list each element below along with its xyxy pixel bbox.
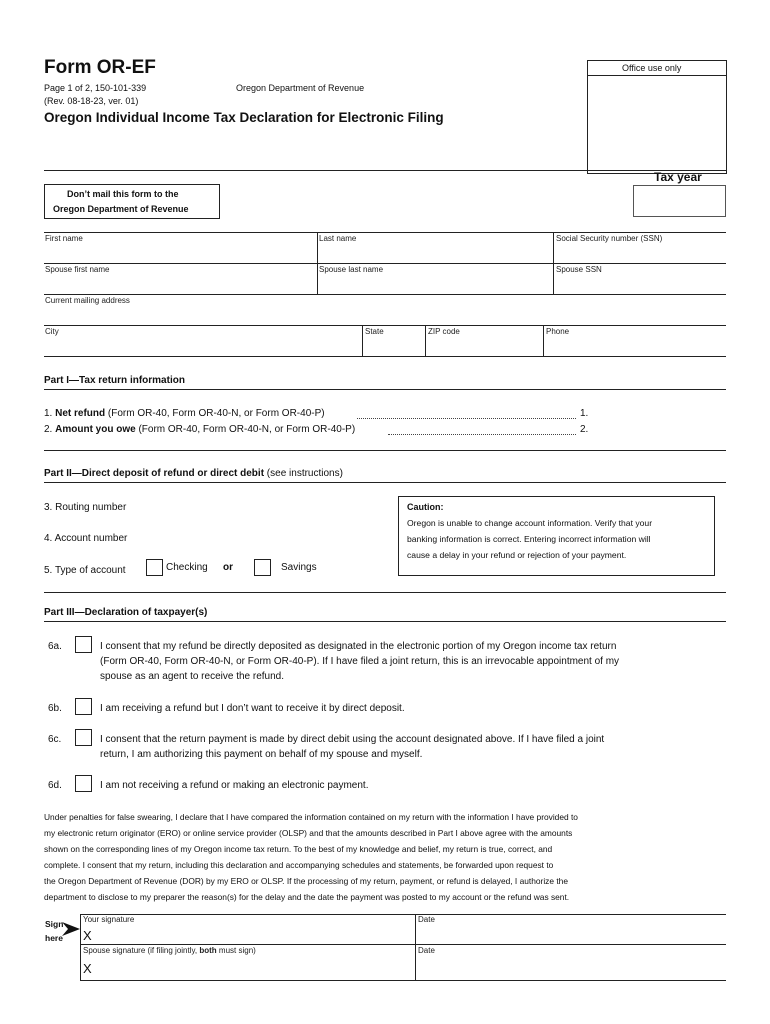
item-6d-checkbox[interactable]: [75, 775, 92, 792]
item-6d-text: I am not receiving a refund or making an electronic payment.: [100, 780, 369, 791]
notice-line-2: Oregon Department of Revenue: [53, 204, 189, 214]
spouse-signature-label: [83, 946, 256, 955]
caution-title: Caution:: [407, 502, 444, 512]
net-refund-leader: [357, 418, 576, 419]
main-title: Oregon Individual Income Tax Declaration for Electronic Filing: [44, 110, 444, 125]
mailing-address-label: Current mailing address: [45, 296, 130, 305]
item-6a-text-1: I consent that my refund be directly deposited as designated in the electronic portion of my Oregon income tax return: [100, 641, 617, 652]
item-6b-label: 6b.: [48, 703, 62, 714]
part2-heading-title: Part II—Direct deposit of refund or direct debit: [44, 468, 265, 479]
spouse-ssn-label: Spouse SSN: [556, 265, 602, 274]
phone-field[interactable]: [544, 326, 726, 355]
do-not-mail-notice: [44, 184, 220, 219]
declaration-line-2: my electronic return originator (ERO) or online service provider (OLSP) and that the amounts described in Part I above agree with the amounts: [44, 828, 573, 838]
amount-owe-number: 2.: [44, 424, 53, 435]
item-6a-label: 6a.: [48, 641, 62, 652]
part2-bottom-rule: [44, 592, 726, 593]
item-6b-text: I am receiving a refund but I don’t want to receive it by direct deposit.: [100, 703, 405, 714]
item-6c-checkbox[interactable]: [75, 729, 92, 746]
zip-label: ZIP code: [428, 327, 460, 336]
taxpayer-date-field[interactable]: [416, 915, 726, 943]
tax-year-label: Tax year: [654, 170, 702, 184]
amount-owe-amount-field[interactable]: [600, 421, 725, 437]
state-label: State: [365, 327, 384, 336]
item-6a-text-3: spouse as an agent to receive the refund.: [100, 671, 285, 682]
form-title: Form OR-EF: [44, 57, 156, 78]
spouse-signature-label-pre: Spouse signature (if filing jointly,: [83, 946, 200, 955]
declaration-line-3: shown on the corresponding lines of my Oregon income tax return. To the best of my knowledge and belief, my return is true, correct, and: [44, 844, 553, 854]
caution-line-1: Oregon is unable to change account information. Verify that your: [407, 518, 653, 528]
checking-label: Checking: [166, 562, 208, 573]
signature-x-2: X: [83, 961, 92, 976]
part1-bottom-rule: [44, 450, 726, 451]
item-6c-text-1: I consent that the return payment is made by direct debit using the account designated above. If I have filed a joint: [100, 734, 605, 745]
department-name: Oregon Department of Revenue: [236, 83, 365, 93]
part1-rule: [44, 389, 726, 390]
spouse-first-name-label: Spouse first name: [45, 265, 110, 274]
caution-line-2: banking information is correct. Entering incorrect information will: [407, 534, 651, 544]
account-number-label: 4. Account number: [44, 533, 128, 544]
net-refund-amount-field[interactable]: [600, 405, 725, 421]
first-name-field[interactable]: [44, 233, 316, 262]
your-signature-label: Your signature: [83, 915, 135, 924]
account-type-label: 5. Type of account: [44, 565, 126, 576]
ssn-label: Social Security number (SSN): [556, 234, 663, 243]
part1-heading: Part I—Tax return information: [44, 375, 185, 386]
spouse-signature-label-both: both: [199, 946, 217, 955]
part3-heading: Part III—Declaration of taxpayer(s): [44, 607, 208, 618]
sign-label: Sign: [45, 919, 64, 929]
or-label: or: [223, 562, 233, 573]
amount-owe-line-end: 2.: [580, 424, 589, 435]
notice-line-1: Don’t mail this form to the: [67, 189, 179, 199]
page-info: Page 1 of 2, 150-101-339: [44, 83, 147, 93]
account-number-field[interactable]: [145, 530, 380, 548]
caution-line-3: cause a delay in your refund or rejection of your payment.: [407, 550, 627, 560]
net-refund-forms: (Form OR-40, Form OR-40-N, or Form OR-40-P): [105, 408, 325, 419]
net-refund-number: 1.: [44, 408, 53, 419]
mailing-address-field[interactable]: [44, 295, 726, 324]
item-6c-label: 6c.: [48, 734, 62, 745]
tax-year-field[interactable]: [633, 185, 726, 217]
net-refund-line: [44, 408, 325, 419]
spouse-date-field[interactable]: [416, 945, 726, 979]
declaration-line-1: Under penalties for false swearing, I declare that I have compared the information contained on my return with the information I have provided to: [44, 812, 578, 822]
city-label: City: [45, 327, 59, 336]
routing-number-field[interactable]: [140, 499, 380, 517]
amount-owe-label: Amount you owe: [55, 424, 136, 435]
part2-heading: [44, 468, 343, 479]
city-field[interactable]: [44, 326, 361, 355]
date-label-1: Date: [418, 915, 435, 924]
declaration-paragraph: [44, 809, 734, 905]
amount-owe-forms: (Form OR-40, Form OR-40-N, or Form OR-40-P): [135, 424, 356, 435]
part2-rule: [44, 482, 726, 483]
signature-x-1: X: [83, 928, 92, 943]
declaration-line-4: complete. I consent that my return, including this declaration and accompanying schedules and statements, be forwarded upon request to: [44, 860, 554, 870]
here-label: here: [45, 933, 63, 943]
date-label-2: Date: [418, 946, 435, 955]
sign-here-arrow-icon: [62, 921, 80, 937]
item-6d-label: 6d.: [48, 780, 62, 791]
office-use-box: [587, 60, 727, 174]
savings-label: Savings: [281, 562, 317, 573]
spouse-signature-label-post: must sign): [216, 946, 256, 955]
spouse-last-name-label: Spouse last name: [319, 265, 384, 274]
amount-owe-leader: [388, 434, 576, 435]
caution-box: [398, 496, 715, 576]
net-refund-label: Net refund: [55, 408, 106, 419]
declaration-line-6: department to disclose to my preparer the reason(s) for the delay and the date the payment was posted to my account or the refund was sent.: [44, 892, 570, 902]
item-6b-checkbox[interactable]: [75, 698, 92, 715]
office-use-label: Office use only: [622, 63, 682, 73]
item-6c-text-2: return, I am authorizing this payment on behalf of my spouse and myself.: [100, 749, 423, 760]
grid-rule-5: [44, 356, 726, 357]
net-refund-line-end: 1.: [580, 408, 589, 419]
part2-heading-note: (see instructions): [264, 468, 343, 479]
phone-label: Phone: [546, 327, 570, 336]
part3-rule: [44, 621, 726, 622]
item-6a-checkbox[interactable]: [75, 636, 92, 653]
header-rule: [44, 170, 726, 171]
last-name-label: Last name: [319, 234, 357, 243]
routing-number-label: 3. Routing number: [44, 502, 127, 513]
amount-owe-line: [44, 424, 355, 435]
declaration-line-5: the Oregon Department of Revenue (DOR) by my ERO or OLSP. If the processing of my return, payment, or refund is delayed, I authorize the: [44, 876, 568, 886]
signature-bottom-rule: [80, 980, 726, 981]
first-name-label: First name: [45, 234, 83, 243]
checking-checkbox[interactable]: [146, 559, 163, 576]
revision: (Rev. 08-18-23, ver. 01): [44, 96, 139, 106]
item-6a-text-2: (Form OR-40, Form OR-40-N, or Form OR-40-P). If I have filed a joint return, this is an irrevocable appointment of my: [100, 656, 620, 667]
savings-checkbox[interactable]: [254, 559, 271, 576]
